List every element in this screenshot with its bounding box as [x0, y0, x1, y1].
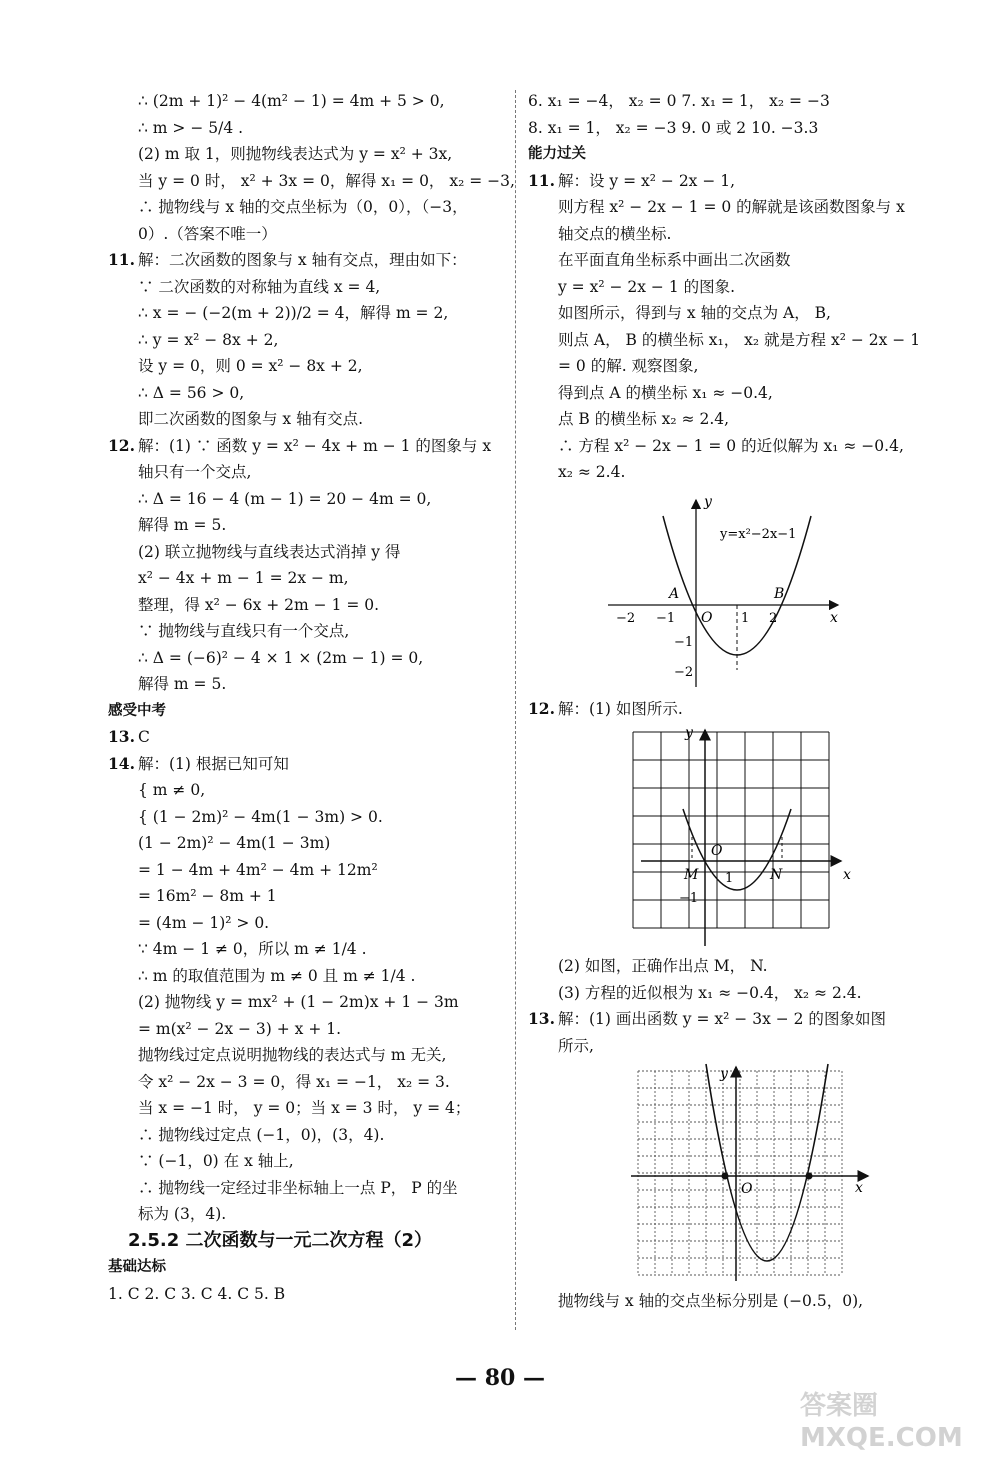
line-text: 点 B 的横坐标 x₂ ≈ 2.4,	[558, 410, 730, 428]
q13-text-line	[528, 1033, 928, 1060]
line-text: ∴ 抛物线过定点 (−1，0)，(3，4).	[138, 1125, 385, 1144]
left-text-line	[108, 1281, 503, 1308]
watermark	[800, 1390, 990, 1454]
page-number: — 80 —	[455, 1365, 545, 1391]
line-text: 整理，得 x² − 6x + 2m − 1 = 0.	[138, 595, 380, 614]
right-text-line	[528, 221, 928, 248]
line-text: x² − 4x + m − 1 = 2x − m,	[138, 569, 349, 587]
y-axis-label: y	[720, 1066, 728, 1082]
point-b-label: B	[774, 585, 785, 602]
line-text: 标为 (3，4).	[138, 1205, 227, 1223]
line-text: 2.5.2 二次函数与一元二次方程（2）	[128, 1229, 433, 1251]
left-text-line	[108, 300, 503, 327]
line-text: ∴ (2m + 1)² − 4(m² − 1) = 4m + 5 > 0,	[138, 92, 445, 110]
line-text: x₂ ≈ 2.4.	[558, 463, 626, 481]
left-text-line	[108, 1228, 503, 1255]
line-text: ∵ 抛物线与直线只有一个交点,	[138, 622, 350, 640]
y-axis-label: y	[704, 493, 712, 510]
y-axis-label: y	[685, 725, 693, 741]
line-text: ∴ Δ = 16 − 4 (m − 1) = 20 − 4m = 0,	[138, 489, 432, 508]
left-text-line	[108, 1042, 503, 1069]
line-text: = 0 的解. 观察图象,	[558, 357, 699, 375]
question-number: 12.	[108, 435, 135, 455]
right-column	[528, 88, 928, 1315]
tick-label-x-2: 2	[769, 610, 778, 626]
question-12-heading	[528, 696, 928, 723]
left-text-line	[108, 539, 503, 566]
line-text: 解：(1) 根据已知可知	[138, 754, 289, 773]
column-divider	[515, 90, 516, 1330]
question-number: 14.	[108, 753, 135, 773]
tick-label-y-minus-2: −2	[674, 664, 694, 680]
right-text-line	[528, 141, 928, 168]
right-text-line	[528, 327, 928, 354]
q12-text-line	[528, 980, 928, 1007]
parabola-figure-2	[613, 722, 873, 947]
line-text: ∴ x = − (−2(m + 2))/2 = 4，解得 m = 2,	[138, 304, 449, 322]
x-axis-label: x	[830, 609, 838, 626]
tick-label-x-1: 1	[725, 871, 734, 886]
origin-label: O	[741, 1181, 753, 1197]
left-text-line	[108, 857, 503, 884]
line-text: 8. x₁ = 1， x₂ = −3 9. 0 或 2 10. −3.3	[528, 118, 819, 137]
left-text-line	[108, 380, 503, 407]
left-text-line	[108, 115, 503, 142]
left-text-line	[108, 1095, 503, 1122]
line-text: { (1 − 2m)² − 4m(1 − 3m) > 0.	[138, 807, 383, 826]
left-text-line	[108, 1016, 503, 1043]
origin-label: O	[701, 609, 713, 626]
left-text-line	[108, 936, 503, 963]
question-text: 解：(1) 如图所示.	[558, 699, 683, 718]
line-text: ∴ y = x² − 8x + 2,	[138, 330, 279, 349]
left-text-line	[108, 883, 503, 910]
line-text: 当 x = −1 时， y = 0；当 x = 3 时， y = 4；	[138, 1099, 471, 1117]
left-text-line	[108, 804, 503, 831]
left-text-line	[108, 327, 503, 354]
left-text-line	[108, 671, 503, 698]
left-text-line	[108, 830, 503, 857]
parabola-figure-1	[583, 492, 913, 692]
left-column	[108, 88, 515, 1307]
line-text: 解：(1) ∵ 函数 y = x² − 4x + m − 1 的图象与 x	[138, 436, 492, 455]
question-number: 12.	[528, 698, 555, 718]
left-text-line	[108, 592, 503, 619]
point-a-label: A	[669, 585, 680, 602]
line-text: 轴只有一个交点,	[138, 463, 252, 481]
point-m-label: M	[684, 867, 699, 883]
coordinate-grid	[633, 732, 829, 928]
line-text: (2) 抛物线 y = mx² + (1 − 2m)x + 1 − 3m	[138, 993, 459, 1011]
line-text: 则点 A， B 的横坐标 x₁， x₂ 就是方程 x² − 2x − 1	[558, 330, 921, 349]
line-text: 解：设 y = x² − 2x − 1,	[558, 171, 736, 190]
right-text-line	[528, 88, 928, 115]
left-text-line	[108, 221, 503, 248]
line-text: 即二次函数的图象与 x 轴有交点.	[138, 410, 364, 428]
line-text: y = x² − 2x − 1 的图象.	[558, 277, 736, 296]
right-text-line	[528, 353, 928, 380]
line-text: ∴ 抛物线一定经过非坐标轴上一点 P， P 的坐	[138, 1178, 458, 1197]
right-text-line	[528, 194, 928, 221]
point-n-label: N	[770, 867, 783, 883]
question-number: 13.	[528, 1009, 555, 1028]
origin-label: O	[711, 843, 723, 859]
line-text: 6. x₁ = −4， x₂ = 0 7. x₁ = 1， x₂ = −3	[528, 92, 830, 110]
left-text-line	[108, 1254, 503, 1281]
left-text-line	[108, 141, 503, 168]
line-text: (2) 联立抛物线与直线表达式消掉 y 得	[138, 542, 401, 561]
left-text-line	[108, 168, 515, 195]
left-text-line	[108, 724, 503, 751]
tick-label-y-minus-1: −1	[674, 634, 694, 650]
line-text: 则方程 x² − 2x − 1 = 0 的解就是该函数图象与 x	[558, 198, 905, 216]
question-13-tail: 抛物线与 x 轴的交点坐标分别是 (−0.5，0),	[558, 1292, 864, 1310]
line-text: ∵ (−1，0) 在 x 轴上,	[138, 1152, 294, 1170]
x-axis-label: x	[843, 867, 851, 883]
left-text-line	[108, 88, 503, 115]
line-text: ∴ m > − 5/4 .	[138, 118, 244, 137]
line-text: 能力过关	[528, 146, 586, 162]
line-text: 1. C 2. C 3. C 4. C 5. B	[108, 1284, 286, 1303]
left-text-line	[108, 353, 503, 380]
left-text-line	[108, 777, 503, 804]
left-text-line	[108, 618, 503, 645]
line-text: C	[138, 728, 150, 746]
parabola-curve	[706, 1064, 828, 1261]
line-text: { m ≠ 0,	[138, 781, 206, 799]
q13-text-line	[528, 1006, 928, 1033]
line-text: 当 y = 0 时， x² + 3x = 0，解得 x₁ = 0， x₂ = −3,	[138, 171, 515, 190]
right-text-line	[528, 459, 928, 486]
left-text-line	[108, 274, 503, 301]
line-text: 抛物线过定点说明抛物线的表达式与 m 无关,	[138, 1046, 447, 1064]
question-number: 13.	[108, 727, 135, 746]
left-text-line	[108, 1122, 503, 1149]
left-text-line	[108, 486, 503, 513]
tick-label-x-minus-1: −1	[656, 610, 676, 626]
question-number: 11.	[108, 250, 135, 269]
watermark-text: 答案圈 MXQE.COM	[800, 1391, 963, 1453]
right-text-line	[528, 300, 928, 327]
right-text-line	[528, 274, 928, 301]
right-text-line	[528, 433, 928, 460]
left-text-line	[108, 751, 503, 778]
line-text: = 16m² − 8m + 1	[138, 887, 277, 905]
left-text-line	[108, 645, 503, 672]
line-text: 解：(1) 画出函数 y = x² − 3x − 2 的图象如图	[558, 1010, 886, 1028]
left-text-line	[108, 512, 503, 539]
line-text: 所示,	[558, 1036, 594, 1055]
parabola-figure-3	[628, 1059, 888, 1284]
left-text-line	[108, 963, 503, 990]
line-text: (3) 方程的近似根为 x₁ ≈ −0.4， x₂ ≈ 2.4.	[558, 983, 862, 1002]
line-text: = (4m − 1)² > 0.	[138, 913, 270, 932]
question-13-block	[528, 1006, 928, 1059]
left-text-line	[108, 247, 503, 274]
left-text-line	[108, 989, 503, 1016]
right-text-line	[528, 380, 928, 407]
tick-label-x-1: 1	[741, 610, 750, 626]
left-text-line	[108, 1175, 503, 1202]
line-text: 得到点 A 的横坐标 x₁ ≈ −0.4,	[558, 383, 773, 402]
line-text: ∵ 二次函数的对称轴为直线 x = 4,	[138, 277, 381, 296]
line-text: 在平面直角坐标系中画出二次函数	[558, 251, 791, 269]
line-text: ∴ m 的取值范围为 m ≠ 0 且 m ≠ 1/4 .	[138, 966, 416, 985]
intersection-point-left	[722, 1173, 729, 1180]
q12-text-line	[528, 953, 928, 980]
line-text: ∴ Δ = 56 > 0,	[138, 383, 245, 402]
line-text: 0）.（答案不唯一）	[138, 224, 277, 243]
right-text-line	[528, 115, 928, 142]
dotted-grid	[638, 1071, 842, 1275]
line-text: ∵ 4m − 1 ≠ 0，所以 m ≠ 1/4 .	[138, 940, 367, 958]
tick-label-y-minus-1: −1	[679, 891, 699, 906]
right-text-line	[528, 247, 928, 274]
line-text: 设 y = 0，则 0 = x² − 8x + 2,	[138, 357, 363, 375]
question-number: 11.	[528, 170, 555, 190]
line-text: 解得 m = 5.	[138, 675, 227, 693]
line-text: ∴ 抛物线与 x 轴的交点坐标为（0，0），（−3，	[138, 198, 468, 216]
left-text-line	[108, 698, 503, 725]
right-top-block	[528, 88, 928, 486]
tick-label-x-minus-2: −2	[616, 610, 636, 626]
line-text: ∴ Δ = (−6)² − 4 × 1 × (2m − 1) = 0,	[138, 648, 424, 667]
line-text: 解得 m = 5.	[138, 516, 227, 534]
line-text: 如图所示，得到与 x 轴的交点为 A， B,	[558, 304, 831, 322]
left-text-line	[108, 910, 503, 937]
line-text: (2) m 取 1，则抛物线表达式为 y = x² + 3x,	[138, 145, 453, 163]
x-axis-label: x	[855, 1180, 863, 1196]
right-text-line	[528, 168, 928, 195]
equation-label: y=x²−2x−1	[720, 526, 797, 542]
right-text-line	[528, 406, 928, 433]
line-text: (2) 如图，正确作出点 M， N.	[558, 957, 768, 975]
left-text-line	[108, 433, 503, 460]
intersection-point-right	[806, 1173, 813, 1180]
left-text-line	[108, 1148, 503, 1175]
line-text: (1 − 2m)² − 4m(1 − 3m)	[138, 834, 331, 852]
question-12-answers	[528, 953, 928, 1006]
line-text: 轴交点的横坐标.	[558, 224, 672, 243]
left-text-line	[108, 1069, 503, 1096]
line-text: 令 x² − 2x − 3 = 0，得 x₁ = −1， x₂ = 3.	[138, 1072, 450, 1091]
left-text-line	[108, 1201, 503, 1228]
line-text: ∴ 方程 x² − 2x − 1 = 0 的近似解为 x₁ ≈ −0.4,	[558, 436, 904, 455]
left-text-line	[108, 565, 503, 592]
left-text-line	[108, 194, 503, 221]
left-text-line	[108, 406, 503, 433]
line-text: 感受中考	[108, 702, 166, 719]
line-text: = m(x² − 2x − 3) + x + 1.	[138, 1019, 342, 1038]
left-text-line	[108, 459, 503, 486]
line-text: = 1 − 4m + 4m² − 4m + 12m²	[138, 860, 378, 879]
line-text: 基础达标	[108, 1259, 166, 1275]
line-text: 解：二次函数的图象与 x 轴有交点，理由如下：	[138, 251, 467, 269]
